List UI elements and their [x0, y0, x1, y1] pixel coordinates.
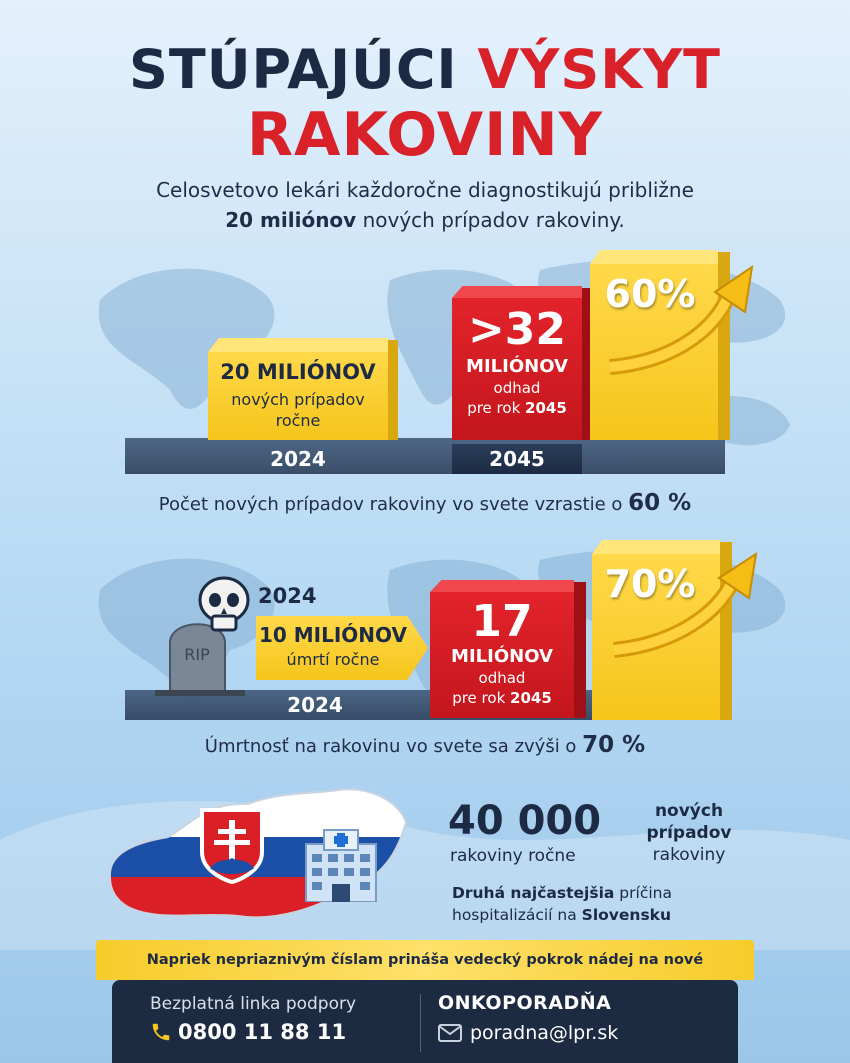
deaths-statement-text: Úmrtnosť na rakovinu vo svete sa zvýši o [204, 736, 577, 757]
slovakia-side-1: nových [654, 801, 724, 821]
cases-2045-block [452, 286, 594, 440]
intro-text [0, 175, 850, 235]
cases-2024-desc2: ročne [275, 411, 321, 430]
deaths-2045-pre: pre rok [452, 689, 506, 707]
cases-2045-pre: pre rok [467, 399, 521, 417]
slovakia-number: 40 000 [448, 798, 602, 844]
deaths-2045-block [430, 580, 586, 718]
contact-panel [112, 980, 738, 1063]
cases-2045-year: 2045 [452, 444, 582, 474]
footer-divider [420, 994, 421, 1052]
deaths-growth-value: 70% [604, 562, 696, 606]
rip-text: RIP [184, 645, 210, 664]
phone-number: 0800 11 88 11 [178, 1020, 347, 1044]
deaths-statement-value: 70 % [582, 732, 646, 758]
cases-2024-desc: nových prípadov [231, 390, 365, 409]
deaths-2045-value: 17 [471, 596, 533, 647]
deaths-2024-value: 10 MILIÓNOV [258, 623, 407, 647]
slovakia-side-2: prípadov [646, 823, 732, 843]
email-address: poradna@lpr.sk [470, 1022, 619, 1044]
deaths-2045-desc: odhad [478, 669, 526, 687]
slovakia-note [452, 882, 672, 926]
email-link[interactable] [438, 1022, 618, 1044]
slovakia-number-sub: rakoviny ročne [450, 846, 576, 866]
cases-2045-year-inline: 2045 [525, 399, 567, 417]
org-name: ONKOPORADŇA [438, 992, 612, 1014]
deaths-year-label: 2024 [258, 584, 317, 608]
page-title-line2: RAKOVINY [246, 100, 604, 170]
intro-bold: 20 miliónov [225, 208, 357, 232]
deaths-2024-year: 2024 [287, 693, 343, 717]
cases-2045-desc: odhad [493, 379, 541, 397]
deaths-2045-year-inline: 2045 [510, 689, 552, 707]
cases-2024-block [208, 338, 398, 440]
cases-growth-value: 60% [604, 272, 696, 316]
growth-arrow-icon [604, 552, 764, 662]
cases-2024-value: 20 MILIÓNOV [220, 360, 376, 384]
cases-2045-desc2 [452, 399, 582, 417]
title-dark-word: STÚPAJÚCI [128, 38, 458, 101]
growth-arrow-icon [600, 262, 760, 382]
deaths-2024-desc: úmrtí ročne [286, 650, 380, 669]
slovakia-side-label [634, 800, 744, 866]
hotline-label: Bezplatná linka podpory [150, 994, 357, 1014]
cases-statement-text: Počet nových prípadov rakoviny vo svete vzrastie o [158, 494, 623, 515]
hospital-icon [296, 822, 386, 902]
slovakia-side-3: rakoviny [652, 845, 726, 865]
intro-line2 [0, 205, 850, 235]
phone-icon [150, 1021, 172, 1043]
title-red-word: VÝSKYT [477, 38, 722, 101]
intro-line1: Celosvetovo lekári každoročne diagnostikujú približne [156, 178, 694, 202]
cases-2045-value: >32 [467, 304, 567, 355]
slovakia-note-text: hospitalizácií na [452, 906, 577, 924]
slovakia-note-rest: príčina [619, 884, 672, 902]
slovakia-note-country: Slovensku [581, 906, 672, 924]
cases-2024-year: 2024 [270, 447, 326, 471]
deaths-2045-desc2 [430, 689, 574, 707]
page-title-line1 [0, 38, 850, 101]
deaths-2045-unit: MILIÓNOV [451, 646, 553, 667]
hope-banner: Napriek nepriaznivým číslam prináša vedecký pokrok nádej na nové [96, 940, 754, 980]
mail-icon [438, 1024, 462, 1042]
cases-2045-unit: MILIÓNOV [466, 356, 568, 377]
intro-rest: nových prípadov rakoviny. [362, 208, 625, 232]
skull-icon [196, 576, 252, 634]
deaths-statement [0, 732, 850, 758]
slovakia-note-line1 [452, 882, 672, 904]
cases-statement-value: 60 % [628, 490, 692, 516]
cases-statement [0, 490, 850, 516]
phone-link[interactable] [150, 1020, 346, 1044]
slovakia-note-bold: Druhá najčastejšia [452, 884, 615, 902]
slovakia-note-line2 [452, 904, 672, 926]
